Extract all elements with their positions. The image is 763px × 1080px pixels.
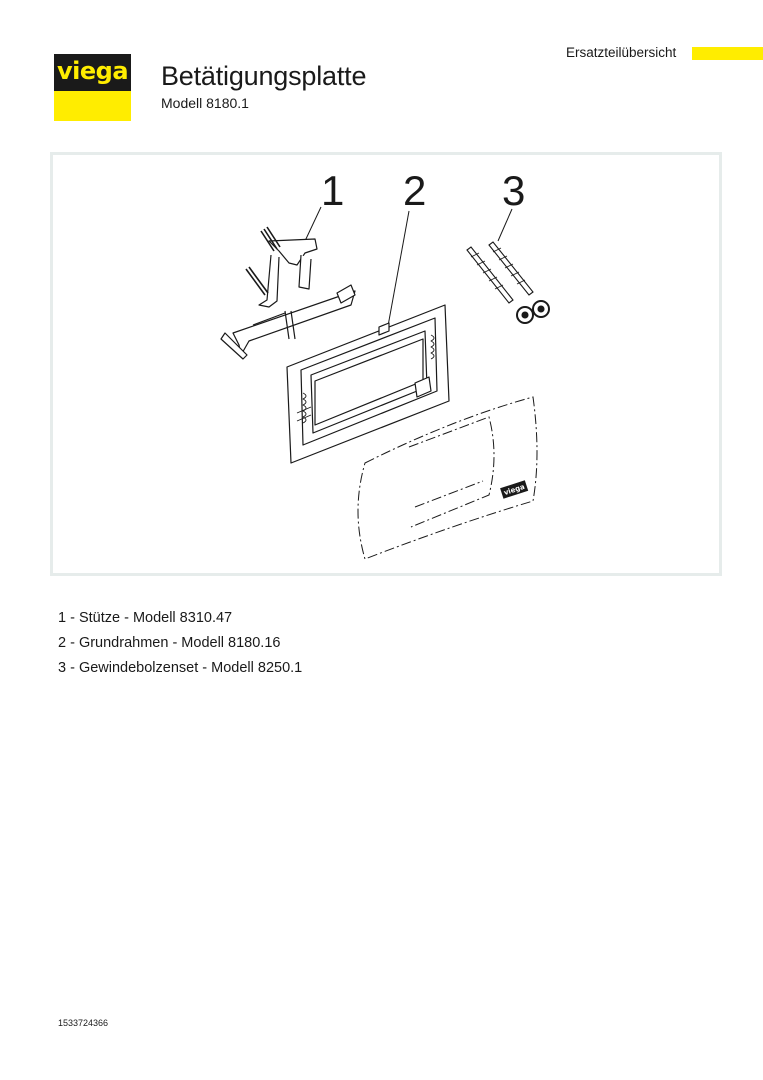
document-type-label: Ersatzteilübersicht [566,45,677,60]
callout-3: 3 [502,167,526,214]
parts-list-item: 2 - Grundrahmen - Modell 8180.16 [58,635,281,651]
base-frame-drawing [287,305,449,463]
callout-1: 1 [321,167,345,214]
exploded-view-drawing [53,155,719,573]
leader-line-2 [386,211,409,337]
document-number: 1533724366 [58,1018,109,1028]
threaded-bolt-set-drawing [467,242,549,323]
document-type-bar [692,47,763,60]
svg-text:viega: viega [502,482,526,498]
logo-wordmark: viega [56,56,129,85]
viega-logo [54,54,131,121]
page-subtitle: Modell 8180.1 [161,95,249,111]
callout-2: 2 [403,167,427,214]
leader-line-1 [305,207,321,241]
support-bracket-drawing [221,227,355,359]
exploded-view-figure [50,152,722,576]
actuator-plate-logo [500,480,528,498]
parts-list-item: 3 - Gewindebolzenset - Modell 8250.1 [58,660,303,676]
parts-list [58,606,302,681]
parts-list-item: 1 - Stütze - Modell 8310.47 [58,610,233,626]
page-title: Betätigungsplatte [161,61,367,91]
